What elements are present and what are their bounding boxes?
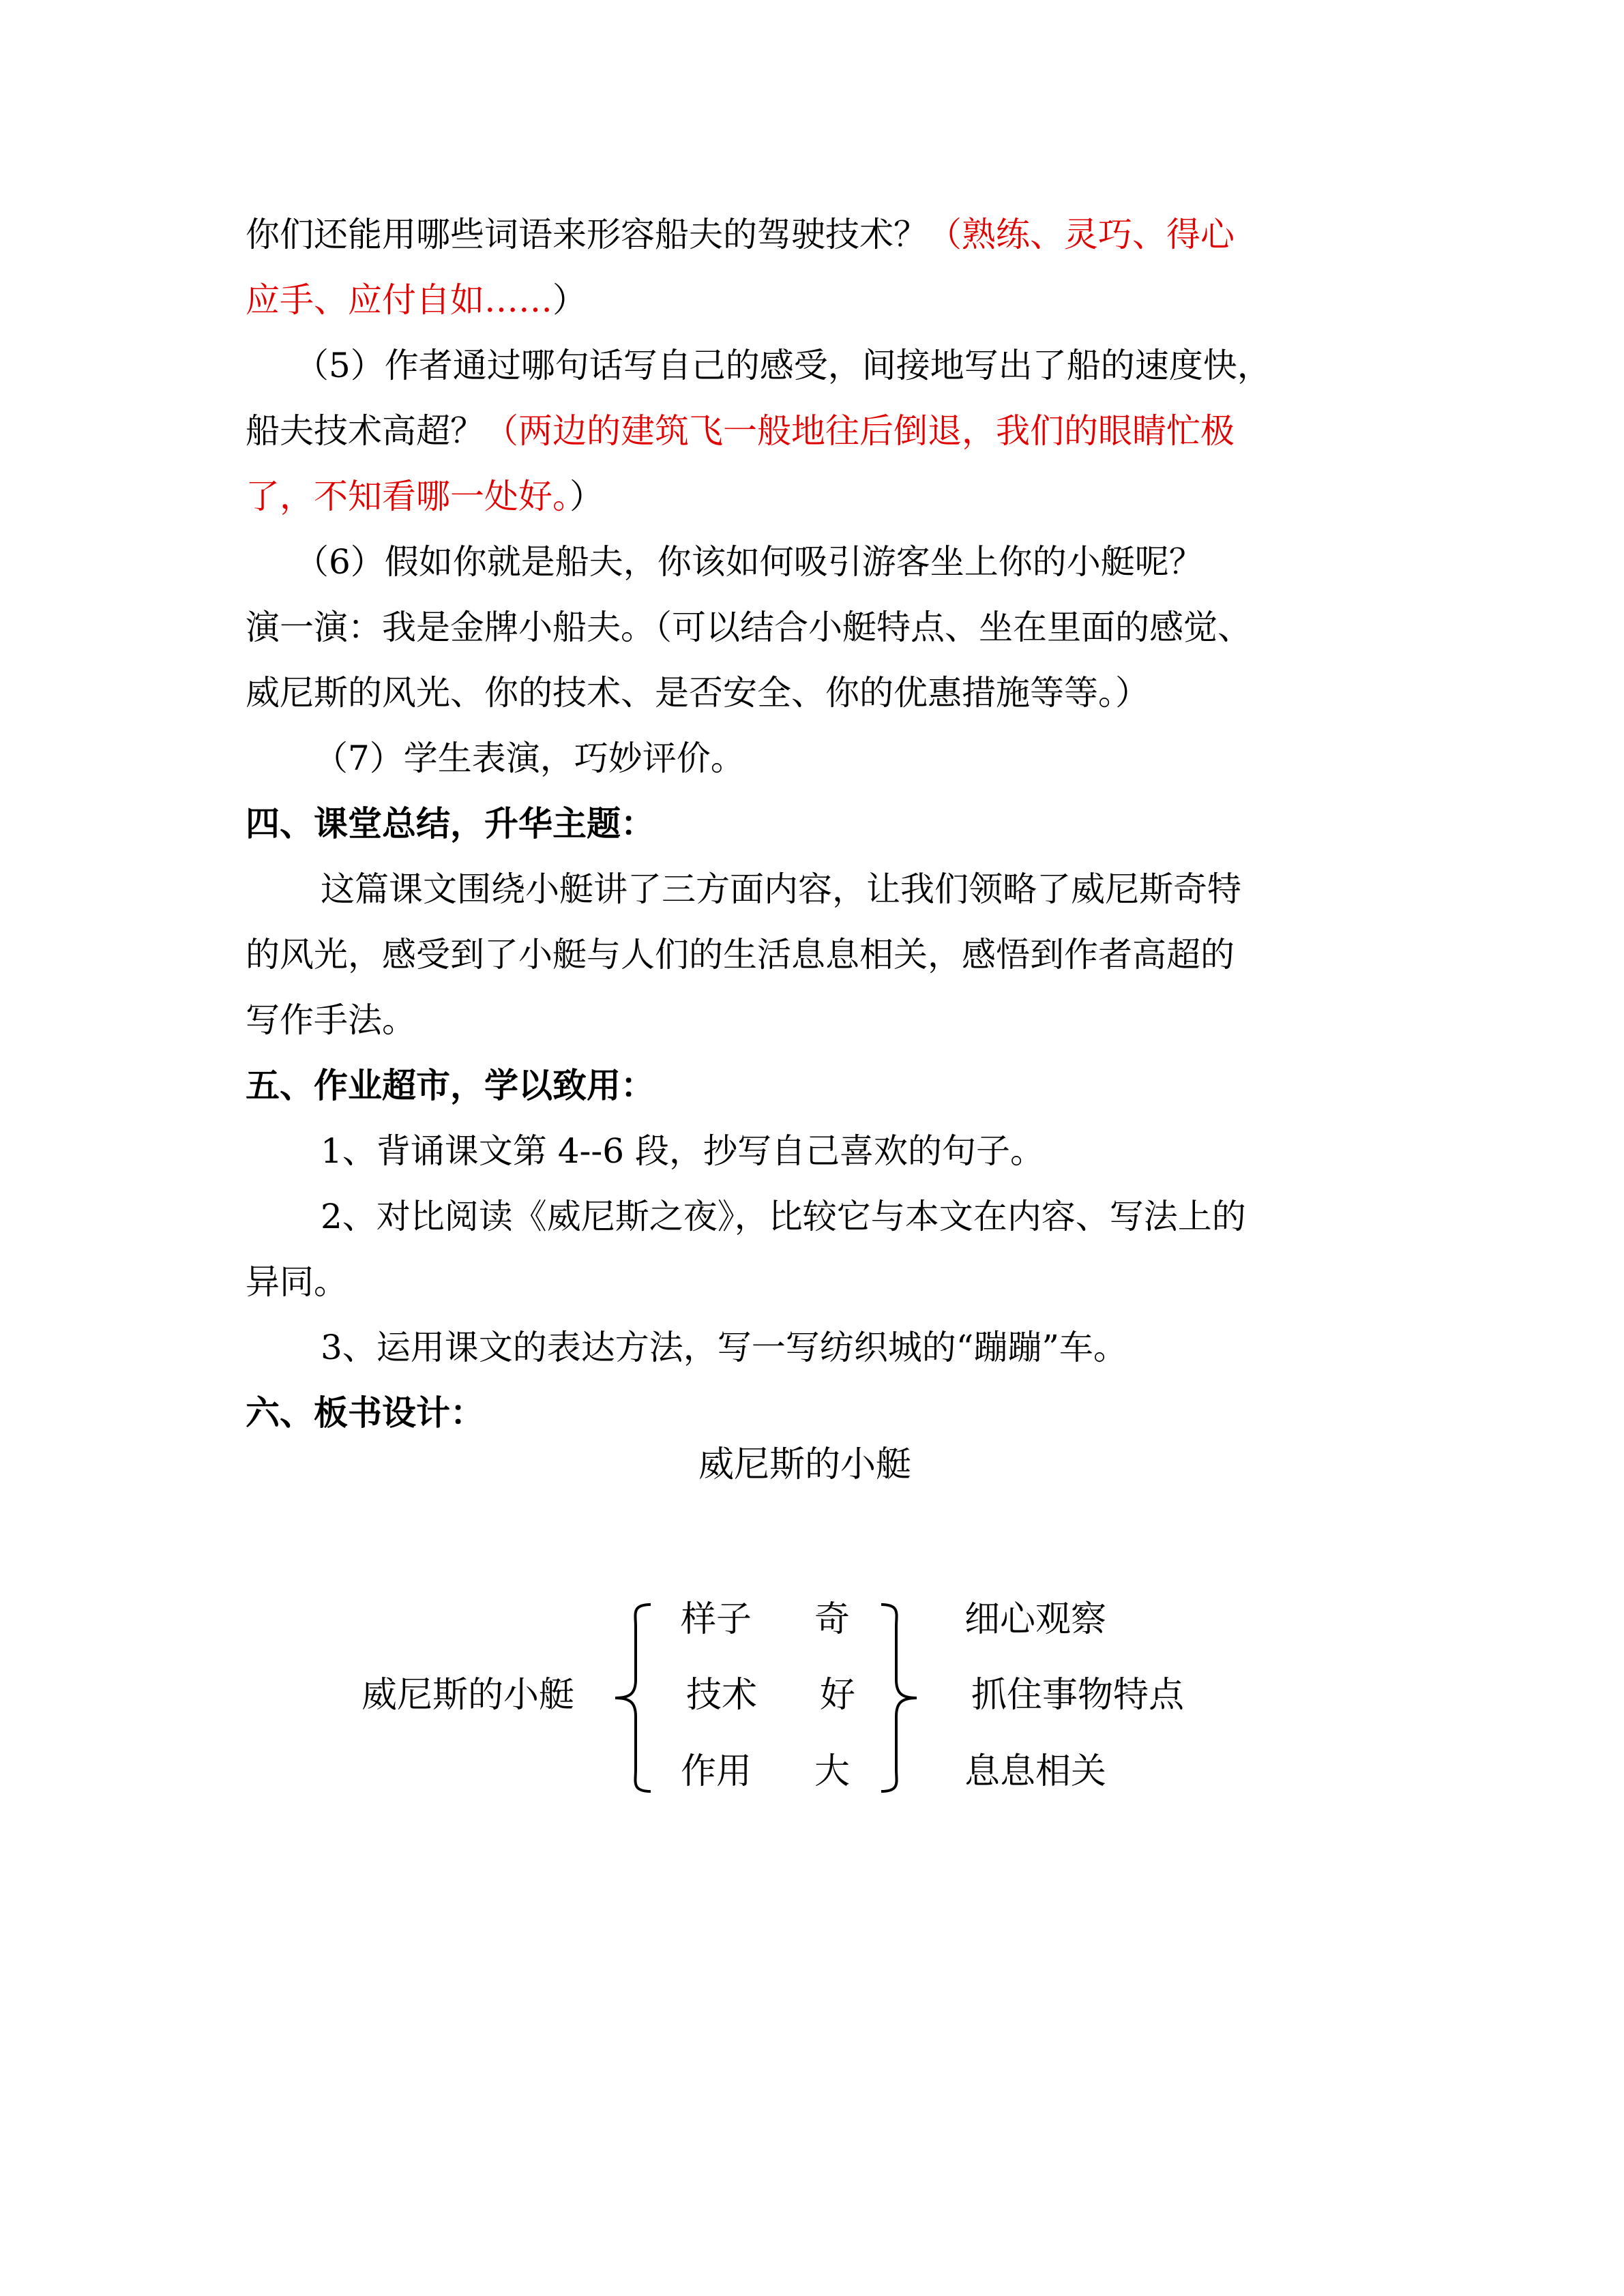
homework-item-1: 1、背诵课文第 4--6 段，抄写自己喜欢的句子。 bbox=[321, 1131, 1045, 1171]
q4-question-text: 你们还能用哪些词语来形容船夫的驾驶技术？ bbox=[246, 215, 928, 254]
homework-item-2-cont: 异同。 bbox=[246, 1262, 348, 1302]
board-quality-3: 大 bbox=[814, 1751, 851, 1792]
section5-heading: 五、作业超市，学以致用： bbox=[246, 1065, 655, 1105]
q5-close-paren: ） bbox=[570, 477, 604, 516]
board-method-1: 细心观察 bbox=[964, 1599, 1107, 1640]
board-aspect-3: 作用 bbox=[681, 1751, 752, 1792]
right-brace-icon bbox=[876, 1599, 921, 1797]
section4-line-2: 的风光，感受到了小艇与人们的生活息息相关，感悟到作者高超的 bbox=[246, 935, 1235, 974]
section4-heading: 四、课堂总结，升华主题： bbox=[246, 803, 655, 844]
board-aspect-1: 样子 bbox=[681, 1599, 752, 1640]
board-title: 威尼斯的小艇 bbox=[698, 1444, 912, 1485]
board-subject: 威尼斯的小艇 bbox=[361, 1675, 575, 1716]
q5-line-3 bbox=[246, 464, 604, 529]
q7-line: （7）学生表演，巧妙评价。 bbox=[314, 739, 745, 778]
left-brace-icon bbox=[611, 1599, 656, 1797]
q4-close-paren: ） bbox=[552, 280, 587, 320]
q6-line-3: 威尼斯的风光、你的技术、是否安全、你的优惠措施等等。） bbox=[246, 673, 1149, 713]
q5-line-2 bbox=[246, 398, 1235, 464]
q4-line-2 bbox=[246, 267, 587, 333]
section6-heading: 六、板书设计： bbox=[246, 1392, 484, 1433]
section4-line-1: 这篇课文围绕小艇讲了三方面内容，让我们领略了威尼斯奇特 bbox=[321, 869, 1241, 909]
homework-item-2: 2、对比阅读《威尼斯之夜》，比较它与本文在内容、写法上的 bbox=[321, 1197, 1246, 1236]
board-aspect-2: 技术 bbox=[686, 1675, 758, 1716]
homework-item-3: 3、运用课文的表达方法，写一写纺织城的“蹦蹦”车。 bbox=[321, 1328, 1127, 1367]
board-method-3: 息息相关 bbox=[964, 1751, 1107, 1792]
board-quality-1: 奇 bbox=[814, 1599, 851, 1640]
section4-line-3: 写作手法。 bbox=[246, 1000, 416, 1040]
q4-line-1 bbox=[246, 202, 1235, 267]
q6-line-1: （6）假如你就是船夫，你该如何吸引游客坐上你的小艇呢？ bbox=[295, 542, 1203, 582]
q5-answer-text-cont: 了，不知看哪一处好。 bbox=[246, 477, 570, 516]
q5-question-text: 船夫技术高超？ bbox=[246, 411, 484, 451]
board-method-2: 抓住事物特点 bbox=[971, 1675, 1185, 1716]
q4-answer-text-cont: 应手、应付自如…… bbox=[246, 280, 552, 320]
q5-line-1: （5）作者通过哪句话写自己的感受，间接地写出了船的速度快， bbox=[295, 346, 1271, 385]
q4-answer-text: （熟练、灵巧、得心 bbox=[928, 215, 1235, 254]
q5-answer-text: （两边的建筑飞一般地往后倒退，我们的眼睛忙极 bbox=[484, 411, 1235, 451]
board-quality-2: 好 bbox=[820, 1675, 856, 1716]
q6-line-2: 演一演：我是金牌小船夫。（可以结合小艇特点、坐在里面的感觉、 bbox=[246, 608, 1252, 647]
